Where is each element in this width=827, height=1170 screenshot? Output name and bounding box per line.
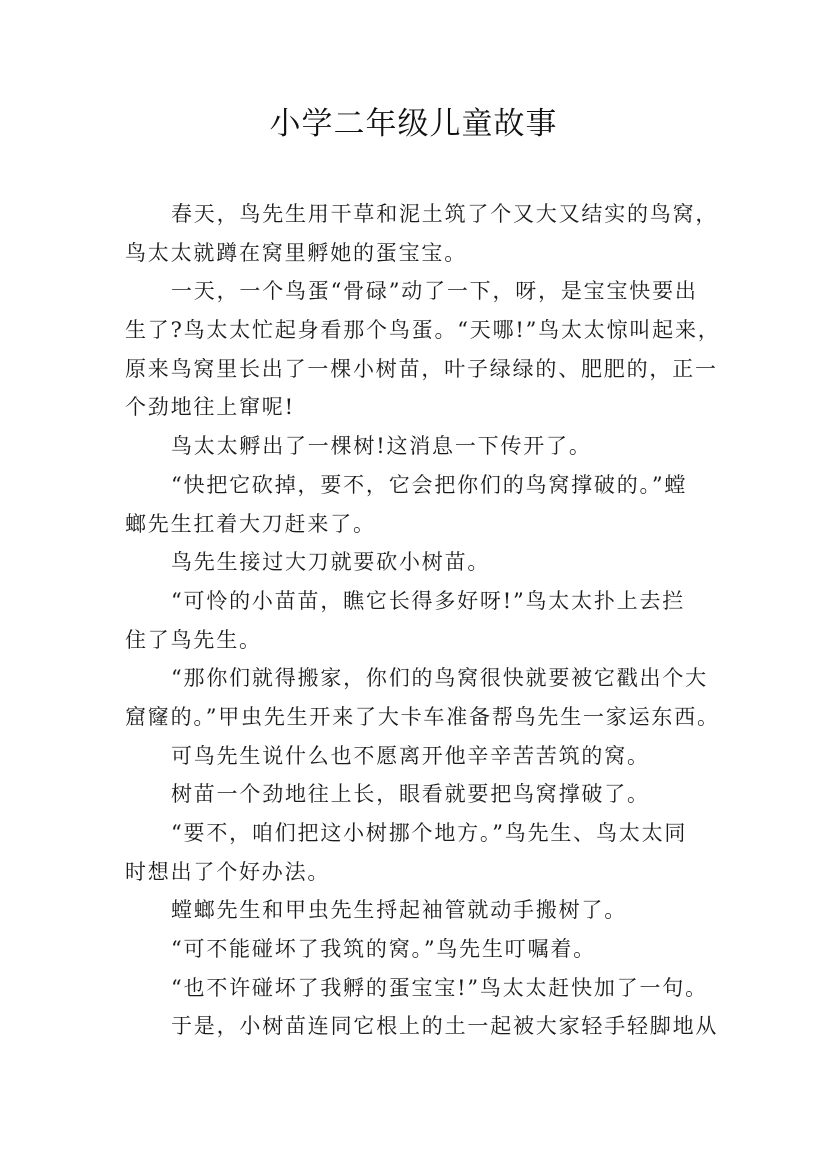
text-line: 可鸟先生说什么也不愿离开他辛辛苦苦筑的窝。 bbox=[171, 743, 650, 768]
text-line: 生了?鸟太太忙起身看那个鸟蛋。“天哪!”鸟太太惊叫起来， bbox=[125, 318, 721, 343]
story-body bbox=[125, 195, 725, 1046]
text-line: 鸟太太就蹲在窝里孵她的蛋宝宝。 bbox=[125, 240, 467, 265]
text-line: 住了鸟先生。 bbox=[125, 627, 262, 652]
text-line: 原来鸟窝里长出了一棵小树苗，叶子绿绿的、肥肥的，正一 bbox=[125, 356, 718, 381]
text-line: “快把它砍掉，要不，它会把你们的鸟窝撑破的。”螳 bbox=[171, 472, 688, 497]
text-line: 时想出了个好办法。 bbox=[125, 859, 331, 884]
text-line: 个劲地往上窜呢! bbox=[125, 395, 295, 420]
text-line: “可不能碰坏了我筑的窝。”鸟先生叮嘱着。 bbox=[171, 937, 596, 962]
text-line: “可怜的小苗苗，瞧它长得多好呀!”鸟太太扑上去拦 bbox=[171, 588, 686, 613]
text-line: 春天，鸟先生用干草和泥土筑了个又大又结实的鸟窝， bbox=[171, 202, 719, 226]
text-line: 窟窿的。”甲虫先生开来了大卡车准备帮鸟先生一家运东西。 bbox=[125, 704, 720, 729]
text-line: 树苗一个劲地往上长，眼看就要把鸟窝撑破了。 bbox=[171, 782, 650, 807]
text-line: 鸟先生接过大刀就要砍小树苗。 bbox=[171, 550, 491, 575]
text-line: 鸟太太孵出了一棵树!这消息一下传开了。 bbox=[171, 434, 592, 459]
text-line: “那你们就得搬家，你们的鸟窝很快就要被它戳出个大 bbox=[171, 666, 708, 691]
text-line: 于是，小树苗连同它根上的土一起被大家轻手轻脚地从 bbox=[171, 1014, 719, 1039]
text-line: 螂先生扛着大刀赶来了。 bbox=[125, 511, 376, 536]
document-title: 小学二年级儿童故事 bbox=[269, 106, 558, 142]
text-line: “也不许碰坏了我孵的蛋宝宝!”鸟太太赶快加了一句。 bbox=[171, 975, 708, 1000]
text-line: 螳螂先生和甲虫先生捋起袖管就动手搬树了。 bbox=[171, 898, 627, 923]
text-line: “要不，咱们把这小树挪个地方。”鸟先生、鸟太太同 bbox=[171, 821, 688, 845]
text-line: 一天，一个鸟蛋“骨碌”动了一下，呀，是宝宝快要出 bbox=[171, 279, 698, 304]
